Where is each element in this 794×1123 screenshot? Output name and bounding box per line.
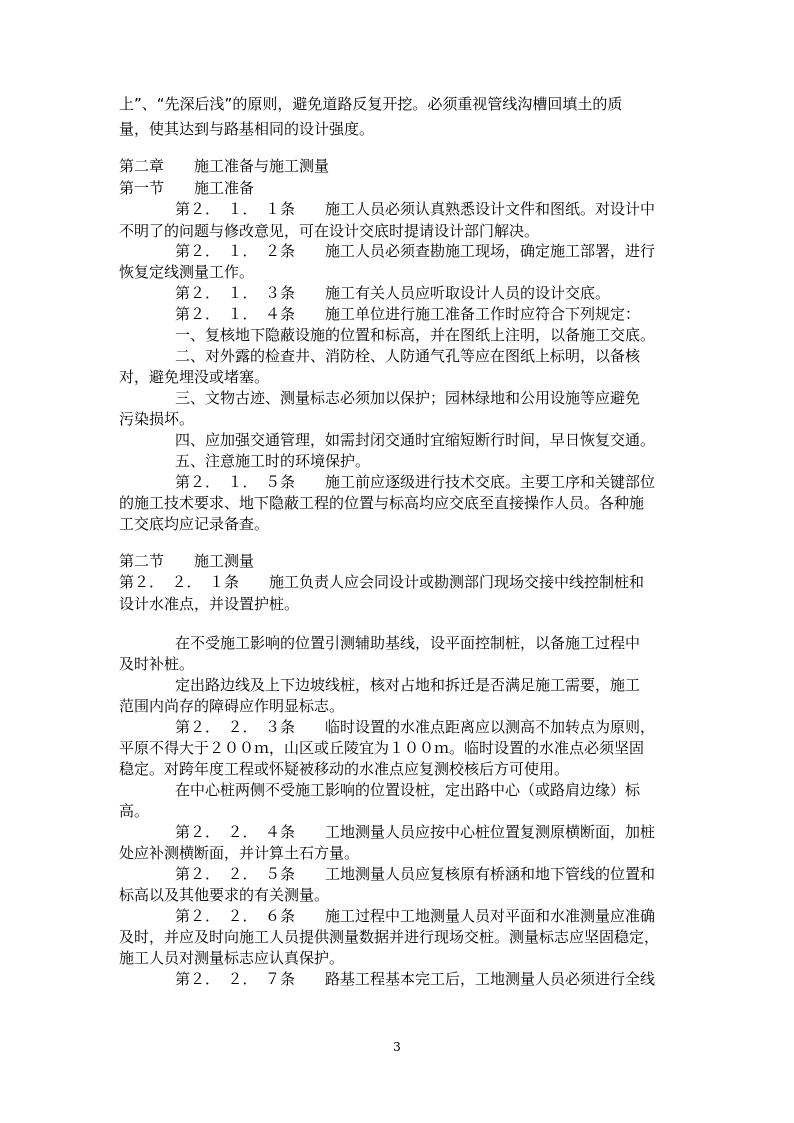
list-item: 二、对外露的检查井、消防栓、人防通气孔等应在图纸上标明，以备核 [175,347,641,365]
text-line: 标高以及其他要求的有关测量。 [119,886,330,904]
text-line: 上”、“先深后浅”的原则，避免道路反复开挖。必须重视管线沟槽回填土的质 [119,95,623,113]
clause-text: 第２． １． ５条 施工前应逐级进行技术交底。主要工序和关键部位 [175,473,656,491]
list-item: 五、注意施工时的环境保护。 [175,452,371,470]
list-item: 四、应加强交通管理，如需封闭交通时宜缩短断行时间，早日恢复交通。 [175,431,656,449]
clause-text: 第２． １． ４条 施工单位进行施工准备工作时应符合下列规定： [175,305,641,323]
text-line: 稳定。对跨年度工程或怀疑被移动的水准点应复测校核后方可使用。 [119,760,570,778]
clause-text: 第２． １． ２条 施工人员必须查勘施工现场，确定施工部署，进行 [175,242,656,260]
list-item: 三、文物古迹、测量标志必须加以保护；园林绿地和公用设施等应避免 [175,389,641,407]
text-line: 的施工技术要求、地下隐蔽工程的位置与标高均应交底至直接操作人员。各种施 [119,494,645,512]
clause-text: 第２． ２． ５条 工地测量人员应复核原有桥涵和地下管线的位置和 [175,865,656,883]
text-line: 及时，并应及时向施工人员提供测量数据并进行现场交桩。测量标志应坚固稳定， [119,928,660,946]
clause-text: 第２． １． １条 施工人员必须认真熟悉设计文件和图纸。对设计中 [175,200,656,218]
text-line: 不明了的问题与修改意见，可在设计交底时提请设计部门解决。 [119,222,540,240]
text-line: 平原不得大于２００ｍ，山区或丘陵宜为１００ｍ。临时设置的水准点必须坚固 [119,739,645,757]
chapter-heading: 第二章 施工准备与施工测量 [119,157,330,175]
text-line: 恢复定线测量工作。 [119,263,255,281]
section-heading: 第二节 施工测量 [119,552,255,570]
clause-text: 第２． ２． ３条 临时设置的水准点距离应以测高不加转点为原则， [175,718,656,736]
text-line: 处应补测横断面，并计算土石方量。 [119,844,360,862]
text-line: 对，避免埋没或堵塞。 [119,368,270,386]
clause-text: 第２． １． ３条 施工有关人员应听取设计人员的设计交底。 [175,284,611,302]
text-line: 污染损坏。 [119,410,195,428]
text-line: 定出路边线及上下边坡线桩，核对占地和拆迁是否满足施工需要，施工 [175,676,641,694]
text-line: 施工人员对测量标志应认真保护。 [119,949,345,967]
text-line: 及时补桩。 [119,655,195,673]
text-line: 设计水准点，并设置护桩。 [119,595,300,613]
text-line: 在不受施工影响的位置引测辅助基线，设平面控制桩，以备施工过程中 [175,634,641,652]
clause-text: 第２． ２． １条 施工负责人应会同设计或勘测部门现场交接中线控制桩和 [119,573,645,591]
text-line: 在中心桩两侧不受施工影响的位置设桩，定出路中心（或路肩边缘）标 [175,781,641,799]
section-heading: 第一节 施工准备 [119,179,255,197]
clause-text: 第２． ２． ６条 施工过程中工地测量人员对平面和水准测量应准确 [175,907,656,925]
clause-text: 第２． ２． ４条 工地测量人员应按中心桩位置复测原横断面，加桩 [175,823,656,841]
text-line: 范围内尚存的障碍应作明显标志。 [119,697,345,715]
text-line: 量，使其达到与路基相同的设计强度。 [119,120,375,138]
clause-text: 第２． ２． ７条 路基工程基本完工后，工地测量人员必须进行全线 [175,970,656,988]
page-number: 3 [393,1040,401,1054]
text-line: 高。 [119,802,150,820]
text-line: 工交底均应记录备查。 [119,515,270,533]
list-item: 一、复核地下隐蔽设施的位置和标高，并在图纸上注明，以备施工交底。 [175,326,656,344]
